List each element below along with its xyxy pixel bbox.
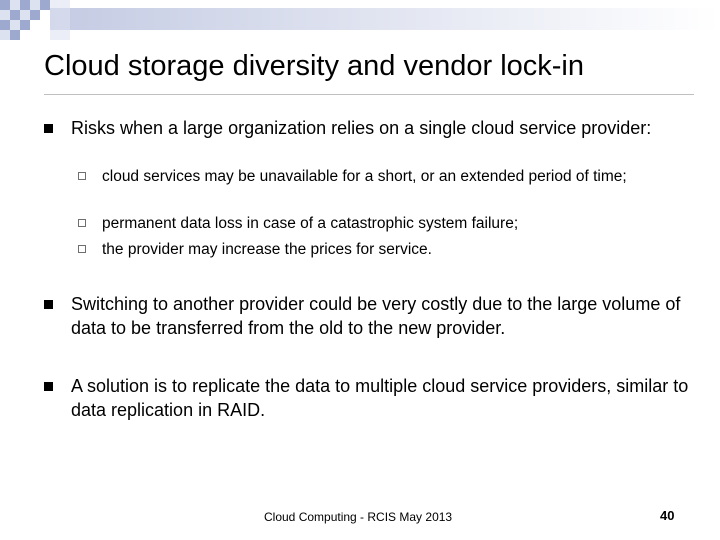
sub-bullet-text: permanent data loss in case of a catastrophic system failure; [102,215,519,232]
hollow-square-icon [78,172,86,180]
page-number: 40 [660,508,675,523]
bullet-text: Risks when a large organization relies on a single cloud service provider: [71,118,652,138]
title-divider [44,94,694,95]
bullet-text: A solution is to replicate the data to multiple cloud service providers, similar to data replication in RAID. [71,376,689,420]
sub-bullet-text: cloud services may be unavailable for a short, or an extended period of time; [102,168,627,185]
checkerboard-decoration [0,0,720,40]
slide-title: Cloud storage diversity and vendor lock-in [44,50,584,82]
slide-footer: Cloud Computing - RCIS May 2013 [264,510,453,524]
square-bullet-icon [44,382,53,391]
hollow-square-icon [78,245,86,253]
square-bullet-icon [44,124,53,133]
bullet-text: Switching to another provider could be very costly due to the large volume of data to be transferred from the old to the new provider. [71,294,681,338]
sub-bullet-text: the provider may increase the prices for service. [102,241,432,258]
square-bullet-icon [44,300,53,309]
hollow-square-icon [78,219,86,227]
